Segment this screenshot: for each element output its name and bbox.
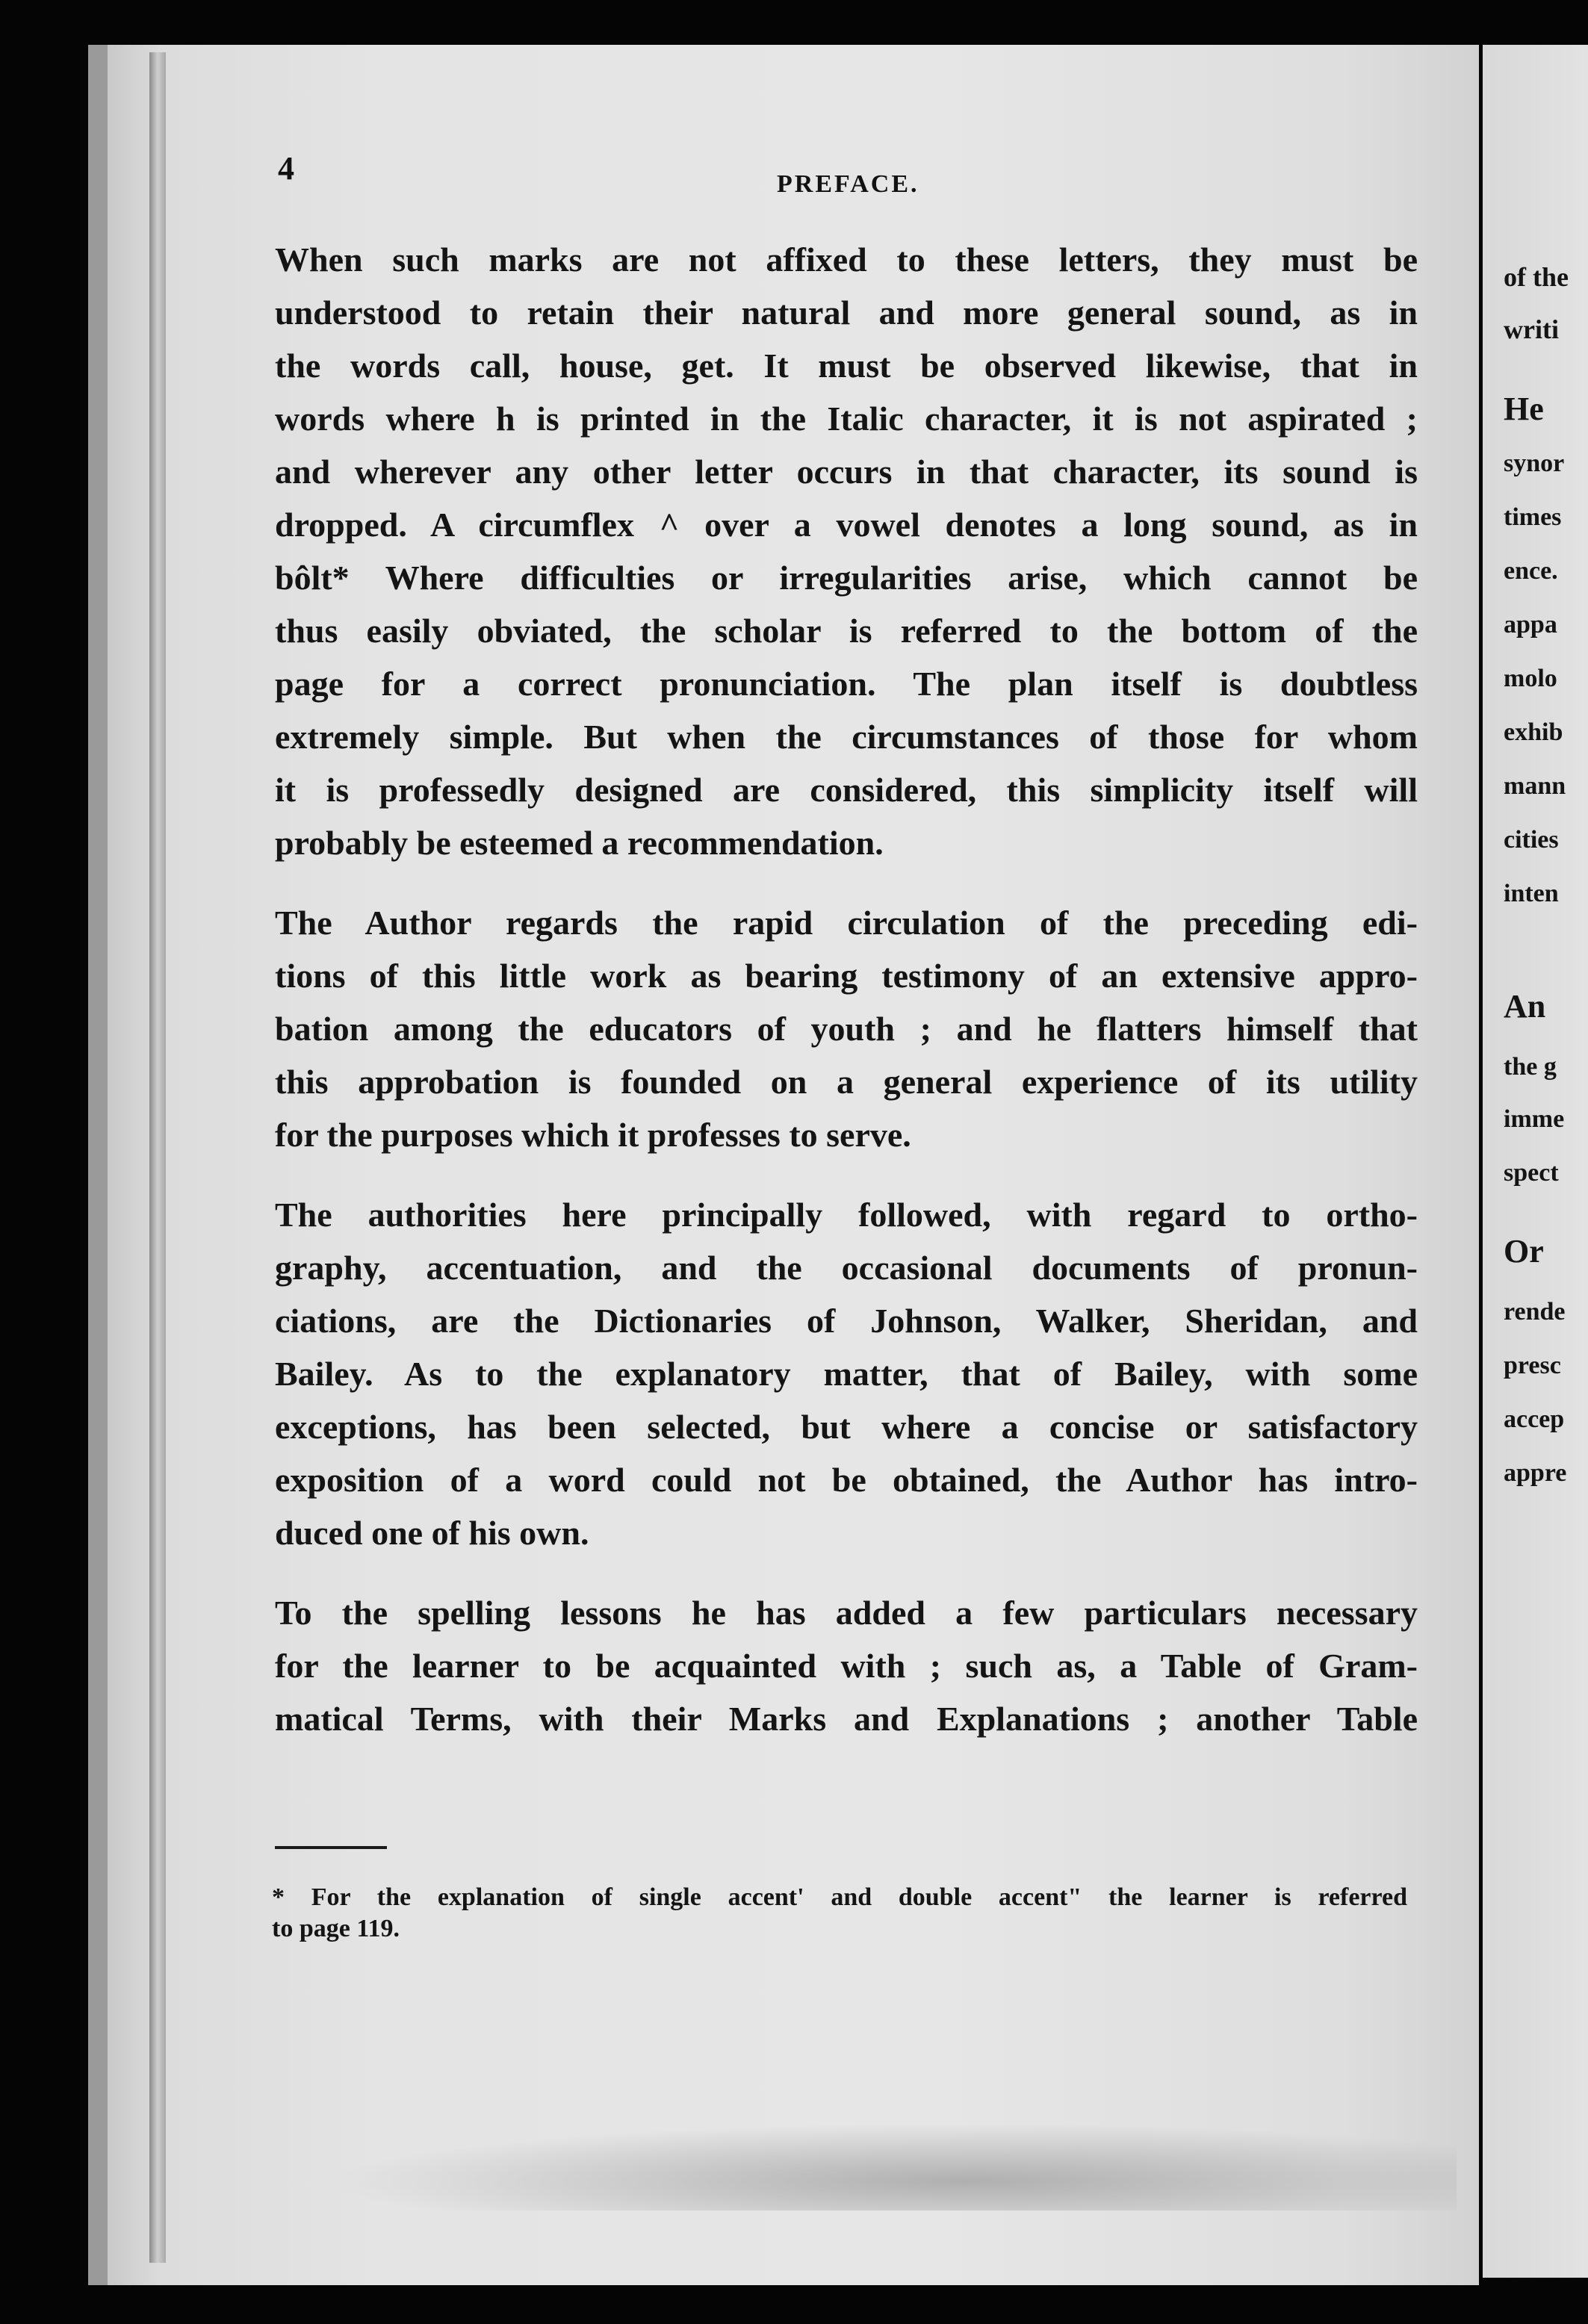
footnote-line: to page 119. — [272, 1915, 400, 1942]
facing-fragment: synor — [1504, 450, 1565, 477]
text-line: ciations, are the Dictionaries of Johnson, Walker, Sheridan, and — [275, 1302, 1418, 1340]
text-line: The authorities here principally followed, with regard to ortho- — [275, 1196, 1418, 1234]
text-line: it is professedly designed are considered, this simplicity itself will — [275, 771, 1418, 809]
text-line: this approbation is founded on a general experience of its utility — [275, 1063, 1418, 1101]
text-line: extremely simple. But when the circumstances of those for whom — [275, 718, 1418, 756]
page-gutter — [149, 52, 166, 2263]
text-line: The Author regards the rapid circulation of the preceding edi- — [275, 904, 1418, 942]
facing-fragment: He — [1504, 391, 1544, 427]
text-line: page for a correct pronunciation. The plan itself is doubtless — [275, 665, 1418, 703]
facing-fragment: rende — [1504, 1298, 1566, 1326]
facing-fragment: Or — [1504, 1233, 1544, 1270]
footnote — [272, 1882, 1407, 1945]
facing-fragment: appre — [1504, 1459, 1567, 1487]
footnote-rule — [275, 1846, 387, 1849]
page-number: 4 — [278, 150, 294, 187]
text-line: Bailey. As to the explanatory matter, that of Bailey, with some — [275, 1355, 1418, 1393]
facing-fragment: times — [1504, 503, 1562, 531]
paragraph — [275, 896, 1418, 1161]
facing-fragment: mann — [1504, 772, 1566, 800]
text-line: understood to retain their natural and more general sound, as in — [275, 293, 1418, 332]
text-line: When such marks are not affixed to these letters, they must be — [275, 240, 1418, 279]
page-stain — [224, 2113, 1457, 2210]
text-line: for the purposes which it professes to serve. — [275, 1116, 911, 1154]
facing-fragment: accep — [1504, 1405, 1565, 1433]
text-line: bôlt* Where difficulties or irregularities arise, which cannot be — [275, 559, 1418, 597]
text-line: exposition of a word could not be obtained, the Author has intro- — [275, 1461, 1418, 1499]
text-line: for the learner to be acquainted with ; such as, a Table of Gram- — [275, 1647, 1418, 1685]
facing-fragment: the g — [1504, 1053, 1557, 1081]
facing-fragment: imme — [1504, 1105, 1565, 1133]
facing-fragment: inten — [1504, 880, 1559, 907]
facing-fragment: exhib — [1504, 718, 1563, 746]
facing-fragment: molo — [1504, 665, 1557, 692]
facing-fragment: writi — [1504, 314, 1559, 344]
text-line: and wherever any other letter occurs in that character, its sound is — [275, 453, 1418, 491]
facing-fragment: presc — [1504, 1352, 1561, 1379]
paragraph — [275, 1586, 1418, 1745]
text-line: tions of this little work as bearing testimony of an extensive appro- — [275, 957, 1418, 995]
text-line: To the spelling lessons he has added a few particulars necessary — [275, 1594, 1418, 1632]
text-line: bation among the educators of youth ; and he flatters himself that — [275, 1010, 1418, 1048]
body-text — [275, 233, 1418, 1772]
facing-fragment: appa — [1504, 611, 1557, 639]
paragraph — [275, 1188, 1418, 1559]
running-head: PREFACE. — [777, 170, 919, 198]
paragraph — [275, 233, 1418, 869]
footnote-line: * For the explanation of single accent' and double accent" the learner is referred — [272, 1883, 1407, 1911]
text-line: exceptions, has been selected, but where a concise or satisfactory — [275, 1408, 1418, 1446]
text-line: thus easily obviated, the scholar is referred to the bottom of the — [275, 612, 1418, 650]
text-line: words where h is printed in the Italic character, it is not aspirated ; — [275, 400, 1418, 438]
facing-fragment: spect — [1504, 1159, 1559, 1187]
facing-fragment: of the — [1504, 262, 1569, 292]
facing-page-edge — [1483, 45, 1588, 2278]
text-line: probably be esteemed a recommendation. — [275, 824, 884, 862]
text-line: dropped. A circumflex ^ over a vowel denotes a long sound, as in — [275, 506, 1418, 544]
text-line: duced one of his own. — [275, 1514, 589, 1552]
facing-fragment: cities — [1504, 826, 1559, 854]
text-line: graphy, accentuation, and the occasional documents of pronun- — [275, 1249, 1418, 1287]
facing-fragment: ence. — [1504, 557, 1558, 585]
text-line: the words call, house, get. It must be observed likewise, that in — [275, 347, 1418, 385]
text-line: matical Terms, with their Marks and Explanations ; another Table — [275, 1700, 1418, 1738]
facing-fragment: An — [1504, 988, 1546, 1025]
